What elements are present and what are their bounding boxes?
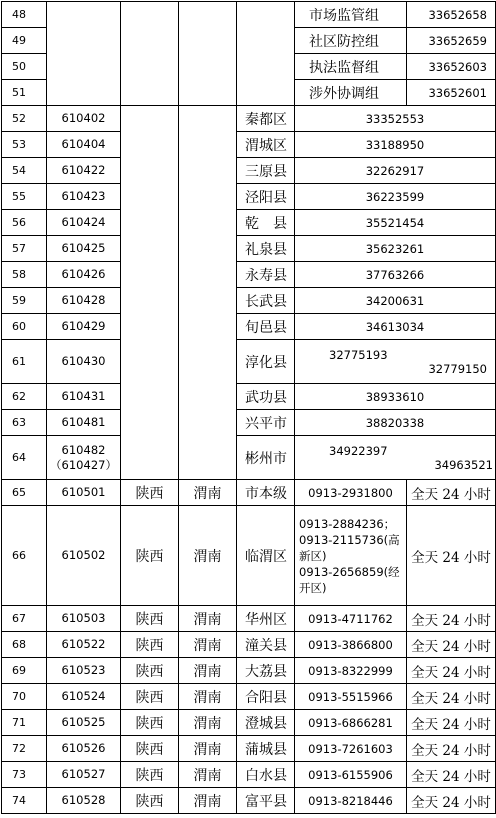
table-row xyxy=(2,158,496,184)
service-hours: 全天 24 小时 xyxy=(407,788,496,814)
province: 陕西 xyxy=(121,506,179,606)
province: 陕西 xyxy=(121,480,179,506)
hotline-tel-line: 32779150 xyxy=(428,361,487,376)
district-name: 潼关县 xyxy=(237,632,295,658)
dept-tel: 33652601 xyxy=(407,80,496,106)
district-name: 蒲城县 xyxy=(237,736,295,762)
area-code: 610525 xyxy=(47,710,121,736)
district-name: 华州区 xyxy=(237,606,295,632)
hotline-tel: 0913-4711762 xyxy=(295,606,407,632)
hotline-tel: 35623261 xyxy=(295,236,496,262)
table-row xyxy=(2,710,496,736)
dept-name: 社区防控组 xyxy=(295,28,407,54)
city: 渭南 xyxy=(179,684,237,710)
district-name: 渭城区 xyxy=(237,132,295,158)
service-hours: 全天 24 小时 xyxy=(407,762,496,788)
province-cell-blank xyxy=(121,106,179,480)
hotline-tel-line: 34963521 xyxy=(434,457,493,472)
code-cell-blank xyxy=(47,2,121,106)
row-number: 51 xyxy=(2,80,47,106)
row-number: 50 xyxy=(2,54,47,80)
row-number: 64 xyxy=(2,436,47,480)
district-name: 大荔县 xyxy=(237,658,295,684)
service-hours: 全天 24 小时 xyxy=(407,736,496,762)
district-name: 澄城县 xyxy=(237,710,295,736)
table-row xyxy=(2,684,496,710)
area-code xyxy=(47,436,121,480)
table-row xyxy=(2,762,496,788)
table-row xyxy=(2,106,496,132)
row-number: 48 xyxy=(2,2,47,28)
city: 渭南 xyxy=(179,658,237,684)
area-code: 610402 xyxy=(47,106,121,132)
province: 陕西 xyxy=(121,788,179,814)
table-row xyxy=(2,480,496,506)
row-number: 67 xyxy=(2,606,47,632)
hotline-tel: 0913-8218446 xyxy=(295,788,407,814)
hotline-tel xyxy=(295,506,407,606)
area-code: 610430 xyxy=(47,340,121,384)
district-cell-blank xyxy=(237,2,295,106)
area-code: 610481 xyxy=(47,410,121,436)
area-code: 610431 xyxy=(47,384,121,410)
hotline-tel: 0913-5515966 xyxy=(295,684,407,710)
hotline-tel: 33188950 xyxy=(295,132,496,158)
city: 渭南 xyxy=(179,788,237,814)
province: 陕西 xyxy=(121,736,179,762)
table-row xyxy=(2,314,496,340)
table-row xyxy=(2,236,496,262)
district-name: 永寿县 xyxy=(237,262,295,288)
district-name: 白水县 xyxy=(237,762,295,788)
row-number: 68 xyxy=(2,632,47,658)
area-code: 610526 xyxy=(47,736,121,762)
hotline-tel: 34613034 xyxy=(295,314,496,340)
area-code: 610425 xyxy=(47,236,121,262)
area-code: 610428 xyxy=(47,288,121,314)
city: 渭南 xyxy=(179,710,237,736)
district-name: 秦都区 xyxy=(237,106,295,132)
service-hours: 全天 24 小时 xyxy=(407,658,496,684)
area-code: 610404 xyxy=(47,132,121,158)
hotline-tel: 0913-6866281 xyxy=(295,710,407,736)
service-hours: 全天 24 小时 xyxy=(407,710,496,736)
area-code: 610501 xyxy=(47,480,121,506)
table-row xyxy=(2,262,496,288)
hotline-tel xyxy=(295,340,496,384)
hotline-tel-line: 32775193 xyxy=(329,347,388,362)
table-row xyxy=(2,132,496,158)
row-number: 57 xyxy=(2,236,47,262)
hotline-tel-line: 0913-2884236； xyxy=(299,516,396,531)
province: 陕西 xyxy=(121,632,179,658)
city: 渭南 xyxy=(179,506,237,606)
row-number: 55 xyxy=(2,184,47,210)
hotline-table xyxy=(1,1,496,814)
dept-name: 市场监管组 xyxy=(295,2,407,28)
district-name: 三原县 xyxy=(237,158,295,184)
district-name: 淳化县 xyxy=(237,340,295,384)
table-row xyxy=(2,632,496,658)
hotline-tel: 0913-2931800 xyxy=(295,480,407,506)
area-code: 610429 xyxy=(47,314,121,340)
table-row xyxy=(2,288,496,314)
dept-name: 执法监督组 xyxy=(295,54,407,80)
province: 陕西 xyxy=(121,762,179,788)
row-number: 53 xyxy=(2,132,47,158)
table-row xyxy=(2,340,496,384)
district-name: 临渭区 xyxy=(237,506,295,606)
hotline-tel: 0913-3866800 xyxy=(295,632,407,658)
city: 渭南 xyxy=(179,606,237,632)
row-number: 69 xyxy=(2,658,47,684)
row-number: 66 xyxy=(2,506,47,606)
table-row xyxy=(2,736,496,762)
hotline-tel: 0913-8322999 xyxy=(295,658,407,684)
area-code-line: （610427） xyxy=(50,457,117,472)
district-name: 市本级 xyxy=(237,480,295,506)
area-code: 610522 xyxy=(47,632,121,658)
province-cell-blank xyxy=(121,2,179,106)
table-row xyxy=(2,436,496,480)
service-hours: 全天 24 小时 xyxy=(407,632,496,658)
row-number: 52 xyxy=(2,106,47,132)
row-number: 62 xyxy=(2,384,47,410)
area-code: 610426 xyxy=(47,262,121,288)
hotline-tel: 35521454 xyxy=(295,210,496,236)
row-number: 73 xyxy=(2,762,47,788)
area-code: 610422 xyxy=(47,158,121,184)
hotline-tel-line: 34922397 xyxy=(329,443,388,458)
table-row xyxy=(2,210,496,236)
hotline-tel xyxy=(295,436,496,480)
district-name: 泾阳县 xyxy=(237,184,295,210)
hotline-tel: 0913-7261603 xyxy=(295,736,407,762)
row-number: 74 xyxy=(2,788,47,814)
service-hours: 全天 24 小时 xyxy=(407,506,496,606)
district-name: 合阳县 xyxy=(237,684,295,710)
area-code: 610523 xyxy=(47,658,121,684)
row-number: 70 xyxy=(2,684,47,710)
hotline-tel: 36223599 xyxy=(295,184,496,210)
province: 陕西 xyxy=(121,606,179,632)
table-row xyxy=(2,506,496,606)
area-code-line: 610482 xyxy=(61,442,106,457)
row-number: 72 xyxy=(2,736,47,762)
province: 陕西 xyxy=(121,684,179,710)
row-number: 56 xyxy=(2,210,47,236)
table-row xyxy=(2,658,496,684)
row-number: 49 xyxy=(2,28,47,54)
hotline-tel: 0913-6155906 xyxy=(295,762,407,788)
table-row xyxy=(2,384,496,410)
district-name: 武功县 xyxy=(237,384,295,410)
hotline-tel-line: 0913-2656859(经开区) xyxy=(299,564,400,595)
dept-tel: 33652603 xyxy=(407,54,496,80)
city: 渭南 xyxy=(179,736,237,762)
dept-tel: 33652659 xyxy=(407,28,496,54)
hotline-tel: 34200631 xyxy=(295,288,496,314)
service-hours: 全天 24 小时 xyxy=(407,684,496,710)
city-cell-blank xyxy=(179,2,237,106)
district-name: 彬州市 xyxy=(237,436,295,480)
district-name: 乾 县 xyxy=(237,210,295,236)
city: 渭南 xyxy=(179,632,237,658)
row-number: 71 xyxy=(2,710,47,736)
dept-name: 涉外协调组 xyxy=(295,80,407,106)
hotline-tel: 37763266 xyxy=(295,262,496,288)
city-cell-blank xyxy=(179,106,237,480)
table-row xyxy=(2,788,496,814)
city: 渭南 xyxy=(179,762,237,788)
row-number: 60 xyxy=(2,314,47,340)
area-code: 610424 xyxy=(47,210,121,236)
area-code: 610423 xyxy=(47,184,121,210)
area-code: 610524 xyxy=(47,684,121,710)
row-number: 61 xyxy=(2,340,47,384)
row-number: 65 xyxy=(2,480,47,506)
province: 陕西 xyxy=(121,658,179,684)
province: 陕西 xyxy=(121,710,179,736)
table-row xyxy=(2,2,496,28)
hotline-tel: 38820338 xyxy=(295,410,496,436)
table-row xyxy=(2,184,496,210)
service-hours: 全天 24 小时 xyxy=(407,606,496,632)
row-number: 59 xyxy=(2,288,47,314)
area-code: 610528 xyxy=(47,788,121,814)
hotline-tel-line: 0913-2115736(高新区) xyxy=(299,532,400,563)
row-number: 63 xyxy=(2,410,47,436)
district-name: 富平县 xyxy=(237,788,295,814)
table-row xyxy=(2,410,496,436)
dept-tel: 33652658 xyxy=(407,2,496,28)
district-name: 旬邑县 xyxy=(237,314,295,340)
city: 渭南 xyxy=(179,480,237,506)
area-code: 610502 xyxy=(47,506,121,606)
row-number: 58 xyxy=(2,262,47,288)
table-row xyxy=(2,606,496,632)
district-name: 礼泉县 xyxy=(237,236,295,262)
hotline-tel: 32262917 xyxy=(295,158,496,184)
area-code: 610503 xyxy=(47,606,121,632)
row-number: 54 xyxy=(2,158,47,184)
district-name: 长武县 xyxy=(237,288,295,314)
hotline-tel: 38933610 xyxy=(295,384,496,410)
area-code: 610527 xyxy=(47,762,121,788)
hotline-tel: 33352553 xyxy=(295,106,496,132)
district-name: 兴平市 xyxy=(237,410,295,436)
service-hours: 全天 24 小时 xyxy=(407,480,496,506)
